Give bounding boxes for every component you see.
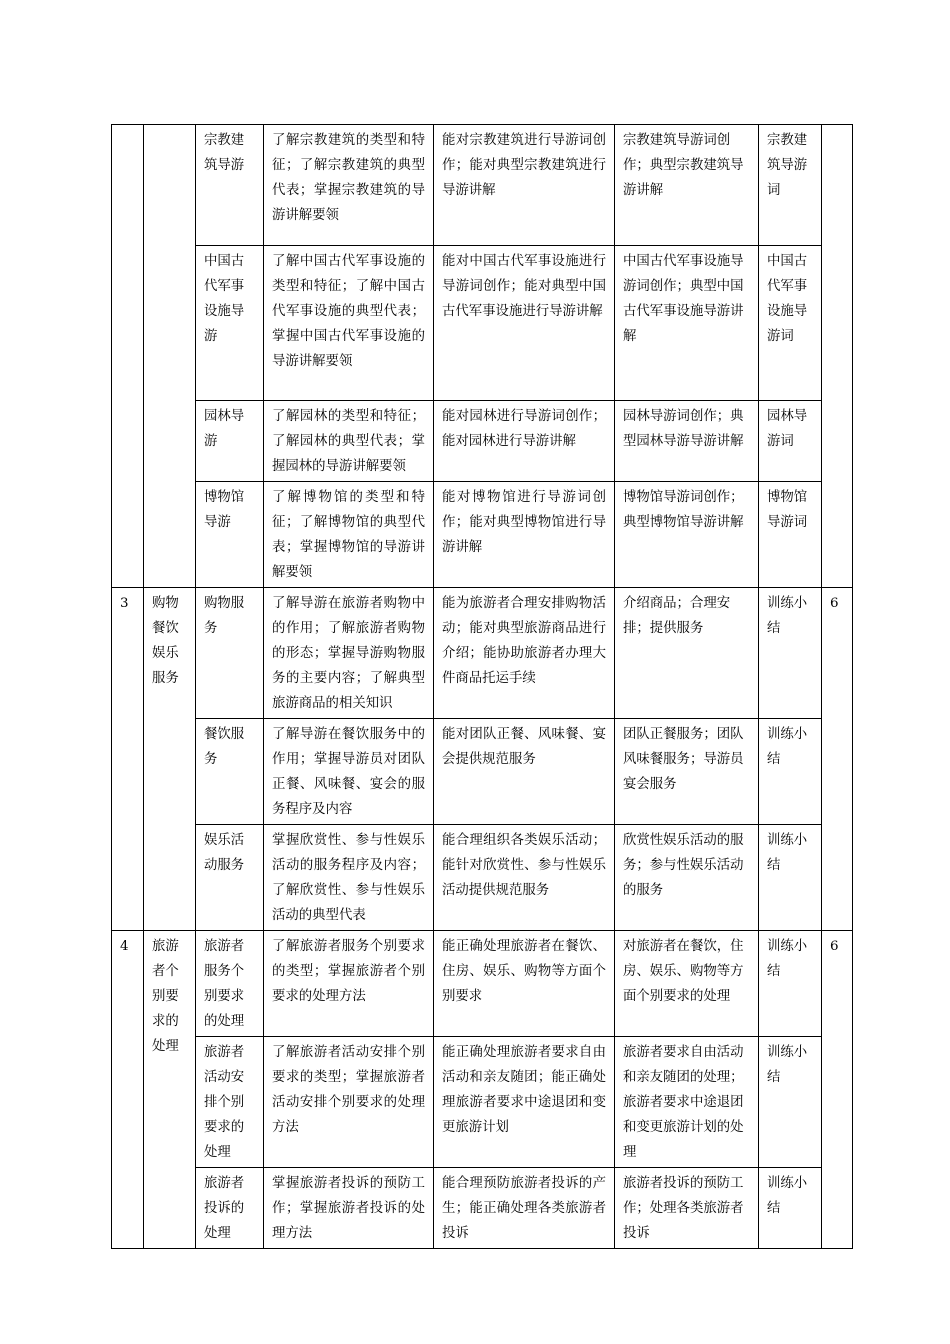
table-row <box>112 401 853 482</box>
skill-cell: 能对园林进行导游词创作；能对园林进行导游讲解 <box>434 401 615 482</box>
project-name-cell: 旅游者个别要求的处理 <box>144 931 196 1249</box>
skill-cell: 能合理组织各类娱乐活动；能针对欣赏性、参与性娱乐活动提供规范服务 <box>434 825 615 931</box>
knowledge-cell: 了解导游在餐饮服务中的作用；掌握导游员对团队正餐、风味餐、宴会的服务程序及内容 <box>264 719 434 825</box>
skill-cell: 能正确处理旅游者要求自由活动和亲友随团；能正确处理旅游者要求中途退团和变更旅游计划 <box>434 1037 615 1168</box>
table-row <box>112 588 853 719</box>
skill-cell: 能对中国古代军事设施进行导游词创作；能对典型中国古代军事设施进行导游讲解 <box>434 246 615 401</box>
course-content-table <box>111 124 853 1249</box>
activity-cell: 中国古代军事设施导游词 <box>759 246 822 401</box>
skill-cell: 能对博物馆进行导游词创作；能对典型博物馆进行导游讲解 <box>434 482 615 588</box>
task-cell: 博物馆导游 <box>196 482 264 588</box>
knowledge-cell: 了解旅游者活动安排个别要求的类型；掌握旅游者活动安排个别要求的处理方法 <box>264 1037 434 1168</box>
content-cell: 博物馆导游词创作；典型博物馆导游讲解 <box>615 482 759 588</box>
content-cell: 旅游者要求自由活动和亲友随团的处理；旅游者要求中途退团和变更旅游计划的处理 <box>615 1037 759 1168</box>
knowledge-cell: 了解博物馆的类型和特征；了解博物馆的典型代表；掌握博物馆的导游讲解要领 <box>264 482 434 588</box>
content-cell: 园林导游词创作；典型园林导游导游讲解 <box>615 401 759 482</box>
hours-cell: 6 <box>822 588 853 931</box>
table-row <box>112 825 853 931</box>
activity-cell: 训练小结 <box>759 1168 822 1249</box>
task-cell: 旅游者活动安排个别要求的处理 <box>196 1037 264 1168</box>
activity-cell: 训练小结 <box>759 719 822 825</box>
activity-cell: 宗教建筑导游词 <box>759 125 822 246</box>
activity-cell: 训练小结 <box>759 1037 822 1168</box>
table-row <box>112 246 853 401</box>
knowledge-cell: 了解园林的类型和特征；了解园林的典型代表；掌握园林的导游讲解要领 <box>264 401 434 482</box>
knowledge-cell: 掌握旅游者投诉的预防工作；掌握旅游者投诉的处理方法 <box>264 1168 434 1249</box>
knowledge-cell: 了解导游在旅游者购物中的作用；了解旅游者购物的形态；掌握导游购物服务的主要内容；了解典型旅游商品的相关知识 <box>264 588 434 719</box>
activity-cell: 博物馆导游词 <box>759 482 822 588</box>
table-row <box>112 1037 853 1168</box>
task-cell: 购物服务 <box>196 588 264 719</box>
activity-cell: 园林导游词 <box>759 401 822 482</box>
content-cell: 旅游者投诉的预防工作；处理各类旅游者投诉 <box>615 1168 759 1249</box>
table-row <box>112 931 853 1037</box>
task-cell: 宗教建筑导游 <box>196 125 264 246</box>
skill-cell: 能正确处理旅游者在餐饮、住房、娱乐、购物等方面个别要求 <box>434 931 615 1037</box>
skill-cell: 能为旅游者合理安排购物活动；能对典型旅游商品进行介绍；能协助旅游者办理大件商品托运手续 <box>434 588 615 719</box>
knowledge-cell: 了解旅游者服务个别要求的类型；掌握旅游者个别要求的处理方法 <box>264 931 434 1037</box>
content-cell: 宗教建筑导游词创作；典型宗教建筑导游讲解 <box>615 125 759 246</box>
project-number-cell: 3 <box>112 588 144 931</box>
hours-cell: 6 <box>822 931 853 1249</box>
content-cell: 介绍商品；合理安排；提供服务 <box>615 588 759 719</box>
content-cell: 对旅游者在餐饮，住房、娱乐、购物等方面个别要求的处理 <box>615 931 759 1037</box>
task-cell: 旅游者服务个别要求的处理 <box>196 931 264 1037</box>
content-cell: 中国古代军事设施导游词创作；典型中国古代军事设施导游讲解 <box>615 246 759 401</box>
skill-cell: 能合理预防旅游者投诉的产生；能正确处理各类旅游者投诉 <box>434 1168 615 1249</box>
activity-cell: 训练小结 <box>759 931 822 1037</box>
content-cell: 欣赏性娱乐活动的服务；参与性娱乐活动的服务 <box>615 825 759 931</box>
project-name-cell <box>144 125 196 588</box>
table-row <box>112 719 853 825</box>
task-cell: 中国古代军事设施导游 <box>196 246 264 401</box>
project-number-cell: 4 <box>112 931 144 1249</box>
task-cell: 旅游者投诉的处理 <box>196 1168 264 1249</box>
hours-cell <box>822 125 853 588</box>
knowledge-cell: 了解中国古代军事设施的类型和特征；了解中国古代军事设施的典型代表；掌握中国古代军事设施的导游讲解要领 <box>264 246 434 401</box>
project-name-cell: 购物餐饮娱乐服务 <box>144 588 196 931</box>
skill-cell: 能对宗教建筑进行导游词创作；能对典型宗教建筑进行导游讲解 <box>434 125 615 246</box>
skill-cell: 能对团队正餐、风味餐、宴会提供规范服务 <box>434 719 615 825</box>
knowledge-cell: 了解宗教建筑的类型和特征；了解宗教建筑的典型代表；掌握宗教建筑的导游讲解要领 <box>264 125 434 246</box>
table-row <box>112 125 853 246</box>
content-cell: 团队正餐服务；团队风味餐服务；导游员宴会服务 <box>615 719 759 825</box>
table-row <box>112 1168 853 1249</box>
task-cell: 园林导游 <box>196 401 264 482</box>
project-number-cell <box>112 125 144 588</box>
table-row <box>112 482 853 588</box>
task-cell: 娱乐活动服务 <box>196 825 264 931</box>
task-cell: 餐饮服务 <box>196 719 264 825</box>
knowledge-cell: 掌握欣赏性、参与性娱乐活动的服务程序及内容；了解欣赏性、参与性娱乐活动的典型代表 <box>264 825 434 931</box>
activity-cell: 训练小结 <box>759 825 822 931</box>
activity-cell: 训练小结 <box>759 588 822 719</box>
